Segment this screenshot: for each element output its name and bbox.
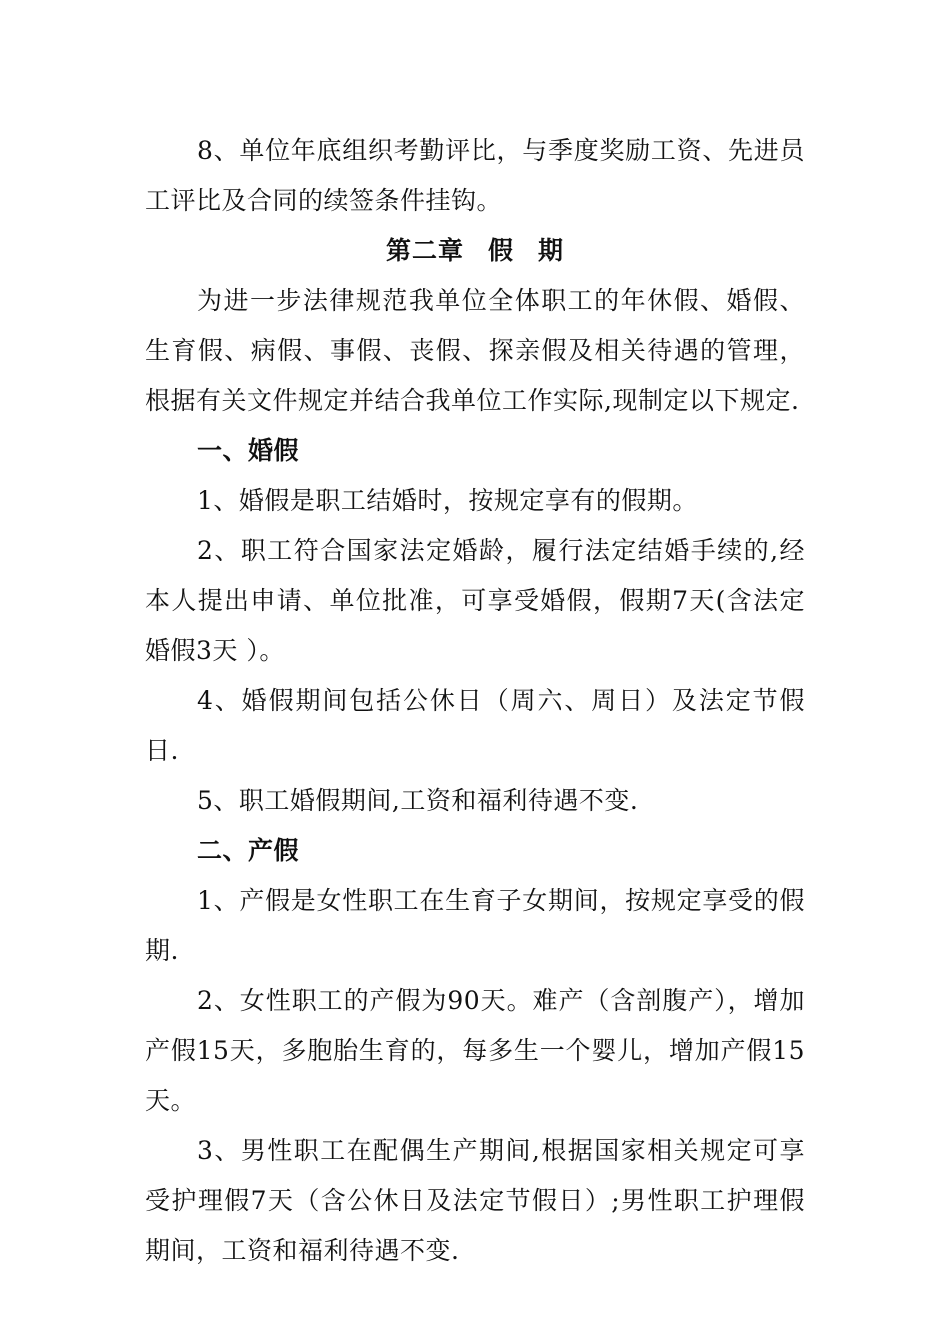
document-page [145,126,805,1276]
chapter-title-number: 第二章 [385,236,464,265]
marriage-leave-item-1: 1、婚假是职工结婚时，按规定享有的假期。 [197,486,698,515]
chapter-title-char-2: 期 [538,236,565,265]
maternity-leave-item-1: 1、产假是女性职工在生育子女期间，按规定享受的假期. [145,886,805,965]
section-title-maternity-leave: 二、产假 [197,836,300,865]
paragraph-intro: 为进一步法律规范我单位全体职工的年休假、婚假、生育假、病假、事假、丧假、探亲假及相关待遇的管理，根据有关文件规定并结合我单位工作实际,现制定以下规定. [145,286,805,415]
maternity-leave-item-2: 2、女性职工的产假为90天。难产（含剖腹产），增加产假15天，多胞胎生育的，每多生一个婴儿，增加产假15天。 [145,986,805,1115]
chapter-title-char-1: 假 [487,236,514,265]
marriage-leave-item-5: 5、职工婚假期间,工资和福利待遇不变. [197,786,639,815]
paragraph-item-8: 8、单位年底组织考勤评比，与季度奖励工资、先进员工评比及合同的续签条件挂钩。 [145,136,805,215]
marriage-leave-item-2: 2、职工符合国家法定婚龄，履行法定结婚手续的,经本人提出申请、单位批准，可享受婚假，假期7天(含法定婚假3天 ）。 [145,536,805,665]
section-title-marriage-leave: 一、婚假 [197,436,300,465]
maternity-leave-item-3: 3、男性职工在配偶生产期间,根据国家相关规定可享受护理假7天（含公休日及法定节假日）;男性职工护理假期间，工资和福利待遇不变. [145,1136,805,1265]
chapter-title [145,226,805,276]
marriage-leave-item-4: 4、婚假期间包括公休日（周六、周日）及法定节假日. [145,686,805,765]
